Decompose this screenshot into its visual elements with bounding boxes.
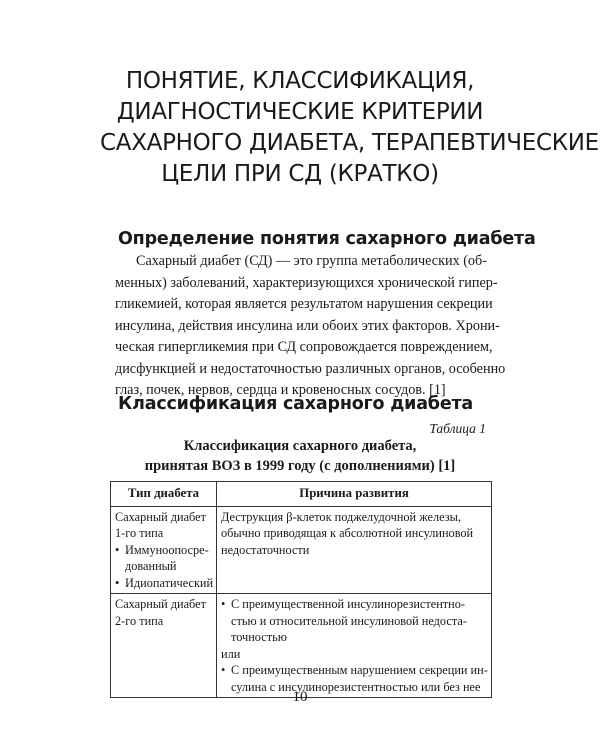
cell-line: обычно приводящая к абсолютной инсулиновой (221, 526, 474, 540)
chapter-title-line: ПОНЯТИЕ, КЛАССИФИКАЦИЯ, (125, 68, 475, 94)
cell-line: сулина с инсулинорезистентностью или без нее (231, 679, 481, 694)
chapter-title (100, 66, 599, 190)
table-caption (110, 436, 490, 476)
cell-diabetes-type (111, 594, 217, 698)
paragraph-line: инсулина, действия инсулина или обоих этих факторов. Хрони- (115, 317, 500, 334)
definition-paragraph (115, 251, 506, 402)
paragraph-line: дисфункцией и недостаточностью различных органов, особенно (115, 360, 506, 377)
paragraph-line: Сахарный диабет (СД) — это группа метаболических (об- (136, 253, 487, 269)
cell-line: Деструкция β-клеток поджелудочной железы, (221, 509, 461, 524)
table-header-row (111, 482, 492, 507)
cell-line: дованный (125, 559, 177, 573)
cell-line: точностью (231, 630, 287, 644)
cell-line: • С преимущественной инсулинорезистентно- (231, 597, 465, 611)
chapter-title-line: ЦЕЛИ ПРИ СД (КРАТКО) (161, 161, 439, 187)
column-header-type: Тип диабета (111, 482, 217, 507)
paragraph-line: менных) заболеваний, характеризующихся хронической гипер- (115, 274, 498, 291)
table-row-type2 (111, 594, 492, 698)
cause-bullet (221, 596, 487, 646)
cell-line: 2-го типа (115, 613, 164, 628)
cell-connector: или (221, 646, 241, 661)
chapter-title-line: ДИАГНОСТИЧЕСКИЕ КРИТЕРИИ (116, 99, 484, 125)
cell-line: Сахарный диабет (115, 597, 206, 611)
cell-diabetes-type (111, 506, 217, 594)
cell-line: Сахарный диабет (115, 509, 206, 524)
chapter-title-line: САХАРНОГО ДИАБЕТА, ТЕРАПЕВТИЧЕСКИЕ (100, 130, 599, 156)
table-caption-line: Классификация сахарного диабета, (183, 438, 417, 454)
subtype-bullet (115, 575, 212, 592)
cell-line: • Идиопатический (125, 575, 214, 590)
paragraph-line: ческая гипергликемия при СД сопровождается повреждением, (115, 339, 493, 355)
table-row-type1 (111, 506, 492, 594)
classification-table (110, 481, 492, 698)
subtype-bullet (115, 542, 212, 575)
table-label: Таблица 1 (429, 421, 486, 436)
cell-line: • С преимущественным нарушением секреции ин- (231, 663, 488, 677)
section-heading-definition: Определение понятия сахарного диабета (118, 229, 536, 249)
cell-line: недостаточности (221, 542, 310, 557)
page-number: 10 (292, 689, 308, 705)
cell-cause (217, 594, 492, 698)
paragraph-line: гликемией, которая является результатом нарушения секреции (115, 296, 493, 312)
cell-cause (217, 506, 492, 594)
section-heading-classification: Классификация сахарного диабета (118, 394, 474, 414)
table-caption-line: принятая ВОЗ в 1999 году (с дополнениями) [1] (144, 458, 456, 474)
cell-line: • Иммуноопосре- (125, 542, 209, 557)
cell-line: стью и относительной инсулиновой недоста- (231, 613, 467, 628)
paragraph-line: глаз, почек, нервов, сердца и кровеносных сосудов. [1] (115, 382, 446, 398)
cell-line: 1-го типа (115, 526, 164, 540)
column-header-cause: Причина развития (217, 482, 492, 507)
